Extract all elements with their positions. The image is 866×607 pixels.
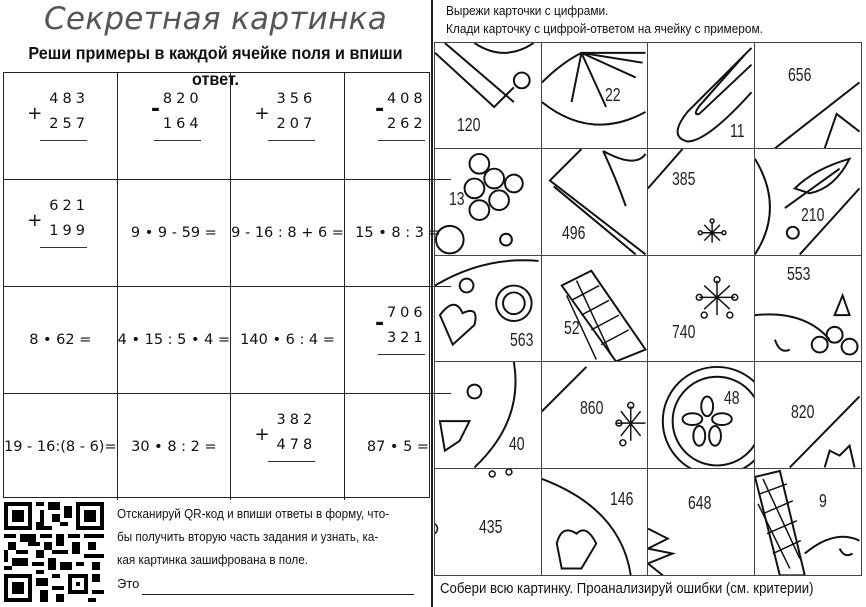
line-art-fragment-icon <box>542 43 648 148</box>
result-line <box>268 461 315 462</box>
problem-cell[interactable] <box>4 394 118 500</box>
problem-cell[interactable] <box>231 73 345 180</box>
card-number: 210 <box>800 205 824 226</box>
line-art-fragment-icon <box>755 149 862 254</box>
line-art-fragment-icon <box>648 149 754 254</box>
problem-cell[interactable] <box>4 180 118 287</box>
card-number: 648 <box>688 492 712 513</box>
operand-top: 382 <box>276 412 317 428</box>
card-number: 52 <box>563 317 580 338</box>
answer-card[interactable] <box>542 469 649 575</box>
expression: 140 • 6 : 4 = <box>240 332 335 348</box>
column-arithmetic <box>7 73 113 179</box>
result-line <box>378 140 425 141</box>
page-title: Секретная картинка <box>43 1 387 37</box>
line-art-fragment-icon <box>435 362 541 467</box>
card-number: 146 <box>609 488 633 509</box>
plus-sign: + <box>254 103 270 124</box>
answer-field[interactable] <box>142 594 414 595</box>
expression: 4 • 15 : 5 • 4 = <box>117 332 231 348</box>
line-art-fragment-icon <box>542 256 648 361</box>
problem-cell[interactable] <box>4 287 118 394</box>
answer-card[interactable] <box>648 43 755 149</box>
answer-card[interactable] <box>435 149 542 255</box>
problem-cell[interactable] <box>231 180 345 287</box>
problem-cell[interactable] <box>231 287 345 394</box>
card-number: 385 <box>672 169 696 190</box>
footer-instruction: Собери всю картинку. Проанализируй ошибки (см. критерии) <box>440 580 814 597</box>
operand-bottom: 164 <box>162 116 203 132</box>
card-number: 40 <box>509 434 525 455</box>
card-number: 740 <box>672 321 696 342</box>
result-line <box>378 354 425 355</box>
answer-card[interactable] <box>755 362 862 468</box>
operand-bottom: 321 <box>386 330 427 346</box>
operand-top: 621 <box>49 198 89 214</box>
card-number: 656 <box>787 65 811 85</box>
expression: 30 • 8 : 2 = <box>131 439 217 455</box>
operand-bottom: 478 <box>276 437 317 453</box>
answer-card[interactable] <box>435 469 542 575</box>
cut-instruction: Вырежи карточки с цифрами. <box>446 3 609 18</box>
result-line <box>268 140 315 141</box>
answer-card[interactable] <box>542 149 649 255</box>
expression: 19 - 16:(8 - 6)= <box>4 439 117 455</box>
card-number: 11 <box>730 121 745 141</box>
column-arithmetic <box>235 394 341 500</box>
line-art-fragment-icon <box>542 469 648 575</box>
answer-card[interactable] <box>435 362 542 468</box>
expression: 9 - 16 : 8 + 6 = <box>231 225 344 241</box>
operand-bottom: 262 <box>386 116 427 132</box>
expression: 8 • 62 = <box>29 332 92 348</box>
plus-sign: + <box>27 103 43 124</box>
answer-card[interactable] <box>542 362 649 468</box>
answer-card[interactable] <box>755 469 862 575</box>
column-arithmetic <box>121 73 227 179</box>
line-art-fragment-icon <box>648 362 754 467</box>
problem-cell[interactable] <box>118 287 232 394</box>
card-number: 860 <box>579 398 603 419</box>
minus-sign: - <box>150 97 161 122</box>
problem-cell[interactable] <box>118 73 232 180</box>
operand-bottom: 207 <box>276 116 317 132</box>
card-number: 120 <box>457 115 481 135</box>
line-art-fragment-icon <box>542 149 648 254</box>
line-art-fragment-icon <box>648 469 754 575</box>
card-number: 435 <box>479 516 503 537</box>
operand-bottom: 257 <box>49 116 89 132</box>
answer-card[interactable] <box>755 256 862 362</box>
answer-card[interactable] <box>542 256 649 362</box>
qr-instructions: Отсканируй QR-код и впиши ответы в форму, что- бы получить вторую часть задания и узнать, ка- кая картинка зашифрована в поле. <box>117 506 390 567</box>
column-arithmetic <box>7 180 113 286</box>
task-instruction: Реши примеры в каждой ячейке поля и впиши ответ. <box>28 43 403 89</box>
qr-code[interactable] <box>4 500 104 604</box>
operand-bottom: 199 <box>49 223 89 239</box>
result-line <box>40 247 87 248</box>
operand-top: 356 <box>276 91 317 107</box>
expression: 87 • 5 = <box>366 439 430 455</box>
operand-top: 483 <box>49 91 89 107</box>
card-number: 553 <box>786 263 810 284</box>
operand-top: 408 <box>386 91 427 107</box>
column-arithmetic <box>235 73 341 179</box>
problem-cell[interactable] <box>231 394 345 500</box>
card-number: 496 <box>561 223 585 244</box>
card-number: 48 <box>724 388 740 409</box>
result-line <box>40 140 87 141</box>
answer-label: Это <box>117 576 140 591</box>
problem-cell[interactable] <box>118 180 232 287</box>
line-art-fragment-icon <box>435 43 541 148</box>
place-instruction: Клади карточку с цифрой-ответом на ячейку с примером. <box>446 21 763 36</box>
plus-sign: + <box>254 424 270 445</box>
answer-card[interactable] <box>435 43 542 149</box>
answer-card[interactable] <box>435 256 542 362</box>
card-number: 9 <box>818 490 827 511</box>
problems-grid <box>3 72 441 498</box>
problem-cell[interactable] <box>118 394 232 500</box>
answer-card[interactable] <box>542 43 649 149</box>
operand-top: 820 <box>162 91 203 107</box>
answer-card[interactable] <box>755 43 862 149</box>
minus-sign: - <box>374 311 385 336</box>
line-art-fragment-icon <box>755 469 862 575</box>
expression: 15 • 8 : 3 = <box>355 225 441 241</box>
line-art-fragment-icon <box>648 256 754 361</box>
answer-card[interactable] <box>648 256 755 362</box>
card-number: 22 <box>604 85 621 105</box>
expression: 9 • 9 - 59 = <box>130 225 217 241</box>
answer-card[interactable] <box>648 469 755 575</box>
result-line <box>154 140 201 141</box>
operand-top: 706 <box>386 305 427 321</box>
line-art-fragment-icon <box>755 43 862 148</box>
card-number: 820 <box>790 402 814 423</box>
answer-card[interactable] <box>648 362 755 468</box>
card-number: 13 <box>449 189 465 210</box>
plus-sign: + <box>27 210 43 231</box>
picture-cards-grid <box>434 42 862 576</box>
card-number: 563 <box>510 329 534 350</box>
answer-card[interactable] <box>755 149 862 255</box>
problem-cell[interactable] <box>4 73 118 180</box>
answer-card[interactable] <box>648 149 755 255</box>
minus-sign: - <box>374 97 385 122</box>
